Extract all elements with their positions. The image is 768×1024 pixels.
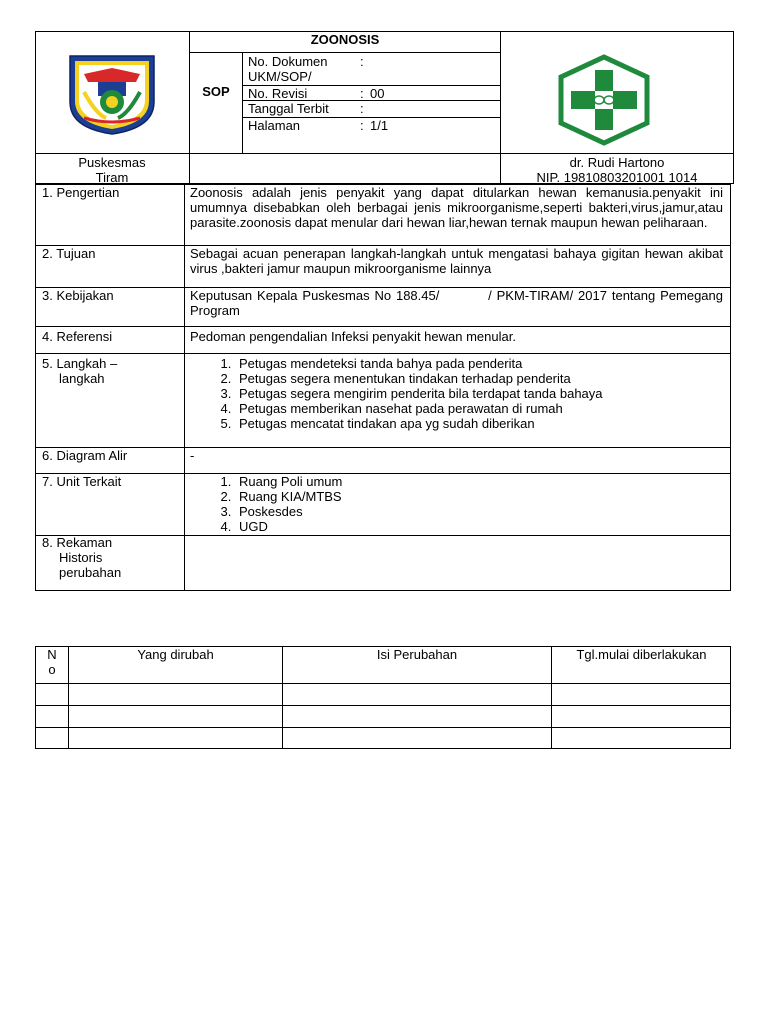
row-divider-3	[35, 326, 731, 327]
org-name	[35, 155, 189, 185]
section-label-rekaman	[42, 535, 182, 580]
doc-row-page	[243, 118, 500, 135]
langkah-label-line2: langkah	[59, 371, 105, 386]
page-sep: :	[360, 118, 364, 133]
rekaman-label-line3: perubahan	[59, 565, 122, 580]
revision-label: No. Revisi	[248, 86, 308, 101]
puskesmas-logo	[555, 54, 653, 146]
unit-list-wrap	[185, 474, 725, 534]
history-header-changed: Yang dirubah	[137, 647, 214, 662]
signer-block	[500, 155, 734, 185]
history-row-2	[35, 705, 731, 706]
list-item: 4. UGD	[235, 519, 725, 534]
signer-name: dr. Rudi Hartono	[569, 155, 665, 170]
section-text-referensi: Pedoman pengendalian Infeksi penyakit hewan menular.	[190, 329, 516, 344]
history-header-date: Tgl.mulai diberlakukan	[576, 647, 707, 662]
history-header-no-line2: o	[48, 662, 56, 677]
langkah-label-line1: 5. Langkah –	[42, 356, 118, 371]
regency-logo	[66, 52, 158, 136]
header-divider-1	[189, 31, 190, 184]
list-item: 1. Petugas mendeteksi tanda bahya pada penderita	[235, 356, 725, 371]
sop-label: SOP	[202, 84, 230, 99]
history-header-no	[36, 647, 68, 677]
doc-row-date	[243, 101, 500, 118]
section-label-referensi: 4. Referensi	[42, 329, 113, 344]
section-label-pengertian: 1. Pengertian	[42, 185, 120, 200]
list-item: 1. Ruang Poli umum	[235, 474, 725, 489]
history-header-content: Isi Perubahan	[376, 647, 458, 662]
list-item: 2. Ruang KIA/MTBS	[235, 489, 725, 504]
langkah-list	[185, 356, 725, 431]
list-item: 2. Petugas segera menentukan tindakan terhadap penderita	[235, 371, 725, 386]
list-item: 3. Poskesdes	[235, 504, 725, 519]
revision-sep: :	[360, 86, 364, 101]
doc-number-code: UKM/SOP/	[248, 69, 312, 84]
date-sep: :	[360, 101, 364, 116]
page-value: 1/1	[370, 118, 389, 133]
rekaman-label-line2: Historis	[59, 550, 103, 565]
history-header-no-line1: N	[47, 647, 57, 662]
doc-row-number	[243, 54, 500, 86]
org-name-line1: Puskesmas	[78, 155, 146, 170]
section-text-diagram: -	[190, 448, 195, 463]
doc-number-sep: :	[360, 54, 364, 69]
section-label-tujuan: 2. Tujuan	[42, 246, 96, 261]
doc-row-revision	[243, 86, 500, 101]
langkah-steps	[185, 356, 725, 431]
section-label-unit: 7. Unit Terkait	[42, 474, 122, 489]
org-name-line2: Tiram	[95, 170, 129, 185]
document-title: ZOONOSIS	[190, 32, 500, 53]
list-item: 4. Petugas memberikan nasehat pada perawatan di rumah	[235, 401, 725, 416]
section-text-kebijakan: Keputusan Kepala Puskesmas No 188.45/ / PKM-TIRAM/ 2017 tentang Pemegang Program	[190, 288, 727, 318]
unit-list	[185, 474, 725, 534]
date-label: Tanggal Terbit	[248, 101, 329, 116]
section-label-langkah	[42, 356, 182, 386]
list-item: 3. Petugas segera mengirim penderita bila terdapat tanda bahaya	[235, 386, 725, 401]
section-label-diagram: 6. Diagram Alir	[42, 448, 128, 463]
signer-nip: NIP. 19810803201001 1014	[536, 170, 698, 185]
header-row-divider	[35, 153, 734, 154]
section-text-pengertian: Zoonosis adalah jenis penyakit yang dapat ditularkan hewan kemanusia.penyakit ini umumnya disebabkan oleh berbagai jenis mikroorganisme,seperti bakteri,virus,jamur,atau parasite.zoonosis dapat menular dari hewan liar,hewan ternak maupun hewan peliharaan.	[190, 185, 723, 230]
history-row-1	[35, 683, 731, 684]
rekaman-label-line1: 8. Rekaman	[42, 535, 113, 550]
history-row-3	[35, 727, 731, 728]
section-text-tujuan: Sebagai acuan penerapan langkah-langkah untuk mengatasi bahaya gigitan hewan akibat virus ,bakteri jamur maupun mikroorganisme lainnya	[190, 246, 723, 276]
revision-value: 00	[370, 86, 385, 101]
page-label: Halaman	[248, 118, 301, 133]
row-divider-4	[35, 353, 731, 354]
section-label-kebijakan: 3. Kebijakan	[42, 288, 114, 303]
list-item: 5. Petugas mencatat tindakan apa yg sudah diberikan	[235, 416, 725, 431]
doc-number-label: No. Dokumen	[248, 54, 328, 69]
